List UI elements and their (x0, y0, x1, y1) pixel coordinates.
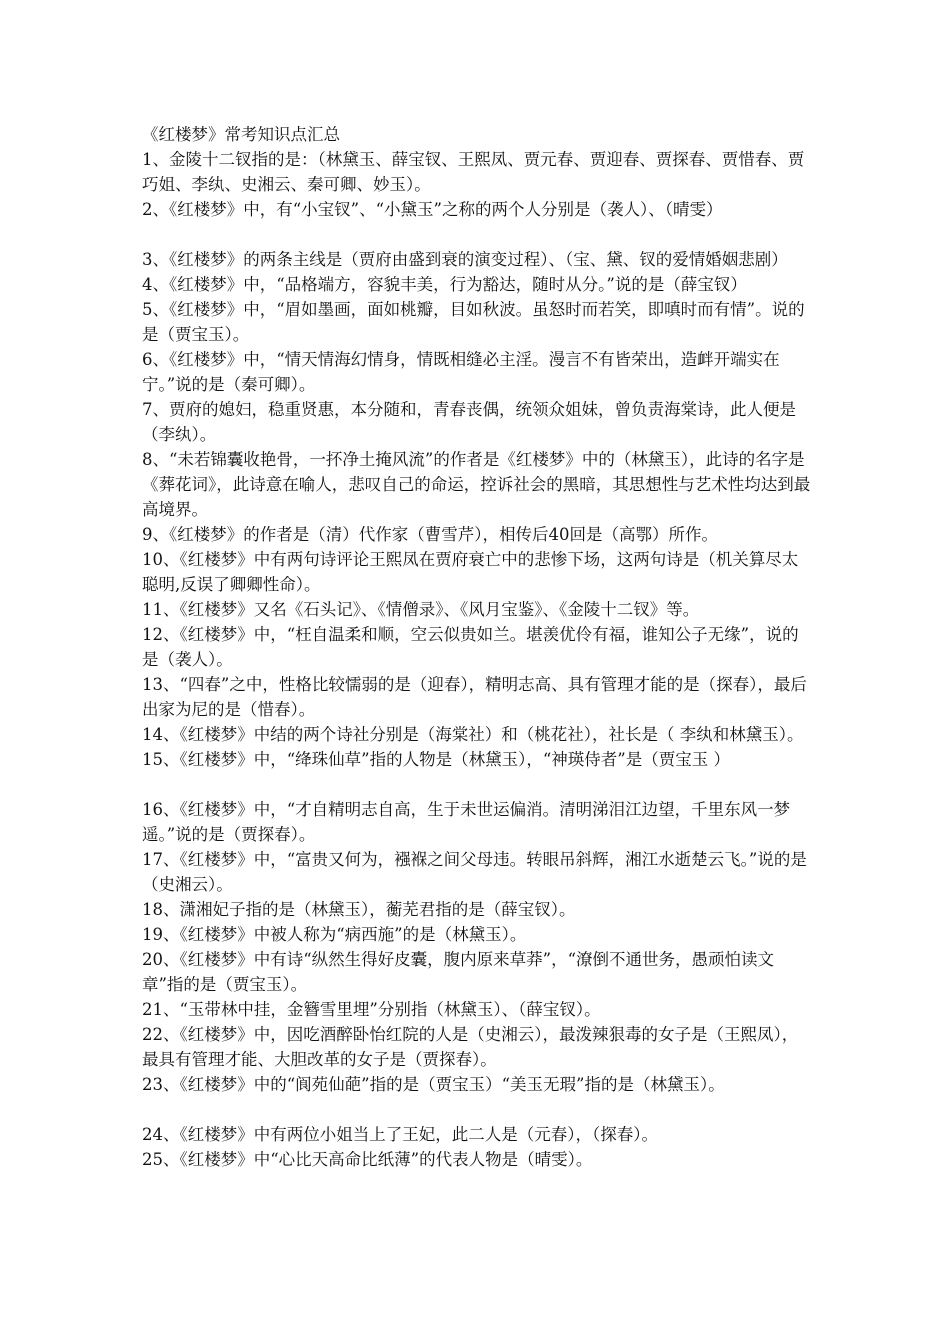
list-item: 21、“玉带林中挂，金簪雪里埋”分别指（林黛玉）、（薛宝钗）。 (142, 1000, 601, 1019)
list-item: 15、《红楼梦》中，“绛珠仙草”指的人物是（林黛玉），“神瑛侍者”是（贾宝玉 ） (142, 750, 730, 769)
list-item: 24、《红楼梦》中有两位小姐当上了王妃，此二人是（元春），（探春）。 (142, 1125, 658, 1144)
list-item: 19、《红楼梦》中被人称为“病西施”的是（林黛玉）。 (142, 925, 527, 944)
list-item: 11、《红楼梦》又名《石头记》、《情僧录》、《风月宝鉴》、《金陵十二钗》等。 (142, 600, 700, 619)
list-item: 23、《红楼梦》中的“阆苑仙葩”指的是（贾宝玉）“美玉无瑕”指的是（林黛玉）。 (142, 1075, 725, 1094)
list-item: 8、“未若锦囊收艳骨，一抔净土掩风流”的作者是《红楼梦》中的（林黛玉），此诗的名字是《葬花词》，此诗意在喻人，悲叹自己的命运，控诉社会的黑暗，其思想性与艺术性均达到最高境界。 (142, 450, 811, 519)
list-item: 25、《红楼梦》中“心比天高命比纸薄”的代表人物是（晴雯）。 (142, 1150, 593, 1169)
list-item: 4、《红楼梦》中，“品格端方，容貌丰美，行为豁达，随时从分。”说的是（薛宝钗） (142, 275, 747, 294)
list-item: 7、贾府的媳妇，稳重贤惠，本分随和，青春丧偶，统领众姐妹，曾负责海棠诗，此人便是（李纨）。 (142, 400, 796, 444)
list-item: 6、《红楼梦》中，“情天情海幻情身，情既相缝必主淫。漫言不有皆荣出，造衅开端实在宁。”说的是（秦可卿）。 (142, 350, 780, 394)
list-item: 22、《红楼梦》中，因吃酒醉卧怡红院的人是（史湘云），最泼辣狠毒的女子是（王熙凤），最具有管理才能、大胆改革的女子是（贾探春）。 (142, 1025, 799, 1069)
list-item: 2、《红楼梦》中，有“小宝钗”、“小黛玉”之称的两个人分别是（袭人）、（晴雯） (142, 200, 723, 219)
list-item: 10、《红楼梦》中有两句诗评论王熙凤在贾府衰亡中的悲惨下场，这两句诗是（机关算尽太聪明,反误了卿卿性命）。 (142, 550, 799, 594)
list-item: 12、《红楼梦》中，“枉自温柔和顺，空云似贵如兰。堪羡优伶有福，谁知公子无缘”，说的是（袭人）。 (142, 625, 799, 669)
list-item: 3、《红楼梦》的两条主线是（贾府由盛到衰的演变过程）、（宝、黛、钗的爱情婚姻悲剧） (142, 250, 788, 269)
list-item: 13、“四春”之中，性格比较懦弱的是（迎春），精明志高、具有管理才能的是（探春），最后出家为尼的是（惜春）。 (142, 675, 807, 719)
document-page (142, 122, 812, 1172)
list-item: 20、《红楼梦》中有诗“纵然生得好皮囊，腹内原来草莽”，“潦倒不通世务，愚顽怕读文章”指的是（贾宝玉）。 (142, 950, 775, 994)
list-item: 17、《红楼梦》中，“富贵又何为，襁褓之间父母违。转眼吊斜辉，湘江水逝楚云飞。”说的是（史湘云）。 (142, 850, 807, 894)
list-item: 1、金陵十二钗指的是：（林黛玉、薛宝钗、王熙凤、贾元春、贾迎春、贾探春、贾惜春、贾巧姐、李纨、史湘云、秦可卿、妙玉）。 (142, 150, 805, 194)
list-item: 14、《红楼梦》中结的两个诗社分别是（海棠社）和（桃花社），社长是（ 李纨和林黛玉）。 (142, 725, 804, 744)
list-item: 18、潇湘妃子指的是（林黛玉），蘅芜君指的是（薛宝钗）。 (142, 900, 576, 919)
list-item: 5、《红楼梦》中，“眉如墨画，面如桃瓣，目如秋波。虽怒时而若笑，即嗔时而有情”。说的是（贾宝玉）。 (142, 300, 805, 344)
list-item: 16、《红楼梦》中，“才自精明志自高，生于未世运偏消。清明涕泪江边望，千里东风一梦遥。”说的是（贾探春）。 (142, 800, 791, 844)
list-item: 9、《红楼梦》的作者是（清）代作家（曹雪芹），相传后40回是（高鄂）所作。 (142, 525, 718, 544)
document-title: 《红楼梦》常考知识点汇总 (142, 125, 340, 144)
